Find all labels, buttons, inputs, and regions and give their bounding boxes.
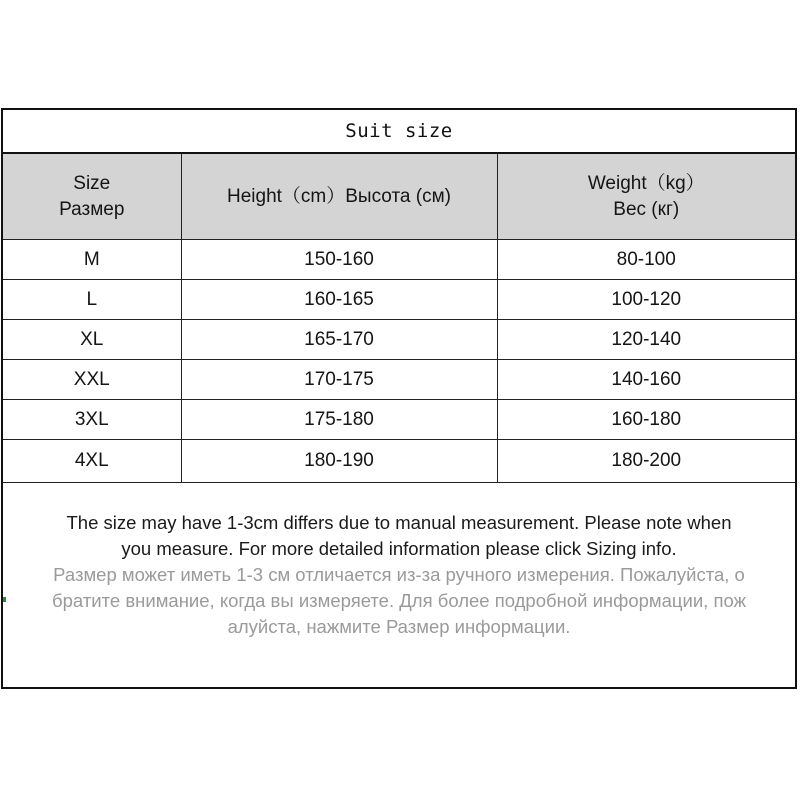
cell-height: 160-165 <box>181 280 497 320</box>
cell-height: 150-160 <box>181 240 497 280</box>
table-row <box>3 360 795 400</box>
cell-height: 175-180 <box>181 400 497 440</box>
cell-size: 3XL <box>3 400 181 440</box>
table-row <box>3 400 795 440</box>
cell-size: L <box>3 280 181 320</box>
note-en-line: you measure. For more detailed information please click Sizing info. <box>121 538 677 559</box>
size-table <box>3 154 795 483</box>
header-weight-ru: Вес (кг) <box>613 198 680 220</box>
size-chart-frame <box>1 108 797 689</box>
table-row <box>3 440 795 483</box>
edge-marker <box>3 597 6 602</box>
cell-size: XL <box>3 320 181 360</box>
table-header-row <box>3 154 795 240</box>
cell-weight: 80-100 <box>497 240 795 280</box>
header-weight <box>497 154 795 240</box>
table-row <box>3 320 795 360</box>
cell-size: M <box>3 240 181 280</box>
cell-height: 180-190 <box>181 440 497 483</box>
cell-height: 165-170 <box>181 320 497 360</box>
header-size-en: Size <box>73 172 111 194</box>
header-height-label: Height（cm）Высота (см) <box>227 185 451 207</box>
header-size <box>3 154 181 240</box>
chart-title: Suit size <box>3 110 795 154</box>
header-size-ru: Размер <box>59 198 125 220</box>
cell-weight: 140-160 <box>497 360 795 400</box>
header-height <box>181 154 497 240</box>
note-ru-line: братите внимание, когда вы измеряете. Для более подробной информации, пож <box>52 590 746 611</box>
table-row <box>3 240 795 280</box>
measurement-note <box>3 510 795 640</box>
cell-weight: 180-200 <box>497 440 795 483</box>
cell-size: 4XL <box>3 440 181 483</box>
header-weight-en: Weight（kg） <box>587 172 705 194</box>
note-en-line: The size may have 1-3cm differs due to manual measurement. Please note when <box>66 512 732 533</box>
cell-size: XXL <box>3 360 181 400</box>
cell-weight: 160-180 <box>497 400 795 440</box>
note-ru-line: алуйста, нажмите Размер информации. <box>227 616 571 637</box>
cell-height: 170-175 <box>181 360 497 400</box>
note-ru-line: Размер может иметь 1-3 см отличается из-за ручного измерения. Пожалуйста, о <box>53 564 745 585</box>
cell-weight: 100-120 <box>497 280 795 320</box>
table-row <box>3 280 795 320</box>
cell-weight: 120-140 <box>497 320 795 360</box>
